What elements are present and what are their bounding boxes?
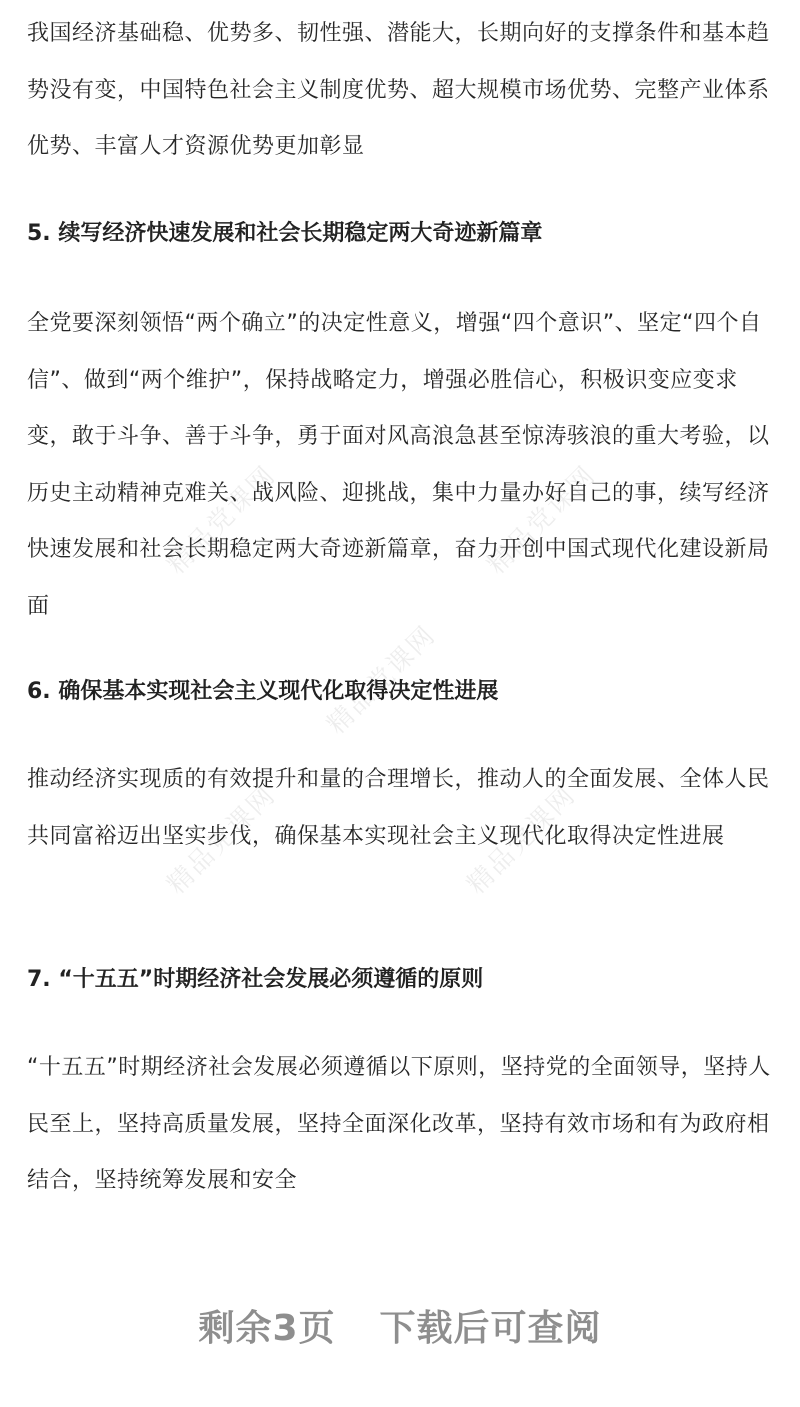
paragraph-section-6: 推动经济实现质的有效提升和量的合理增长，推动人的全面发展、全体人民共同富裕迈出坚实步伐，确保基本实现社会主义现代化取得决定性进展 xyxy=(27,767,770,849)
watermark: 精品党课网 xyxy=(461,780,582,901)
watermark: 精品党课网 xyxy=(161,780,282,901)
download-to-view-label: 下载后可查阅 xyxy=(379,1308,602,1349)
remaining-pages-label: 剩余3页 xyxy=(198,1308,336,1349)
download-prompt[interactable] xyxy=(0,1300,800,1351)
watermark: 精品党课网 xyxy=(481,460,602,581)
watermark: 精品党课网 xyxy=(161,460,282,581)
watermark: 精品党课网 xyxy=(321,620,442,741)
section-heading-6: 6. 确保基本实现社会主义现代化取得决定性进展 xyxy=(27,679,499,704)
paragraph-economic-foundation: 我国经济基础稳、优势多、韧性强、潜能大，长期向好的支撑条件和基本趋势没有变，中国特色社会主义制度优势、超大规模市场优势、完整产业体系优势、丰富人才资源优势更加彰显 xyxy=(27,21,770,159)
section-heading-5: 5. 续写经济快速发展和社会长期稳定两大奇迹新篇章 xyxy=(27,221,543,246)
paragraph-section-5: 全党要深刻领悟“两个确立”的决定性意义，增强“四个意识”、坚定“四个自信”、做到“两个维护”，保持战略定力，增强必胜信心，积极识变应变求变，敢于斗争、善于斗争，勇于面对风高浪急甚至惊涛骇浪的重大考验，以历史主动精神克难关、战风险、迎挑战，集中力量办好自己的事，续写经济快速发展和社会长期稳定两大奇迹新篇章，奋力开创中国式现代化建设新局面 xyxy=(27,311,770,619)
paragraph-section-7: “十五五”时期经济社会发展必须遵循以下原则，坚持党的全面领导，坚持人民至上，坚持高质量发展，坚持全面深化改革，坚持有效市场和有为政府相结合，坚持统筹发展和安全 xyxy=(27,1055,771,1193)
section-heading-7: 7. “十五五”时期经济社会发展必须遵循的原则 xyxy=(27,967,484,992)
